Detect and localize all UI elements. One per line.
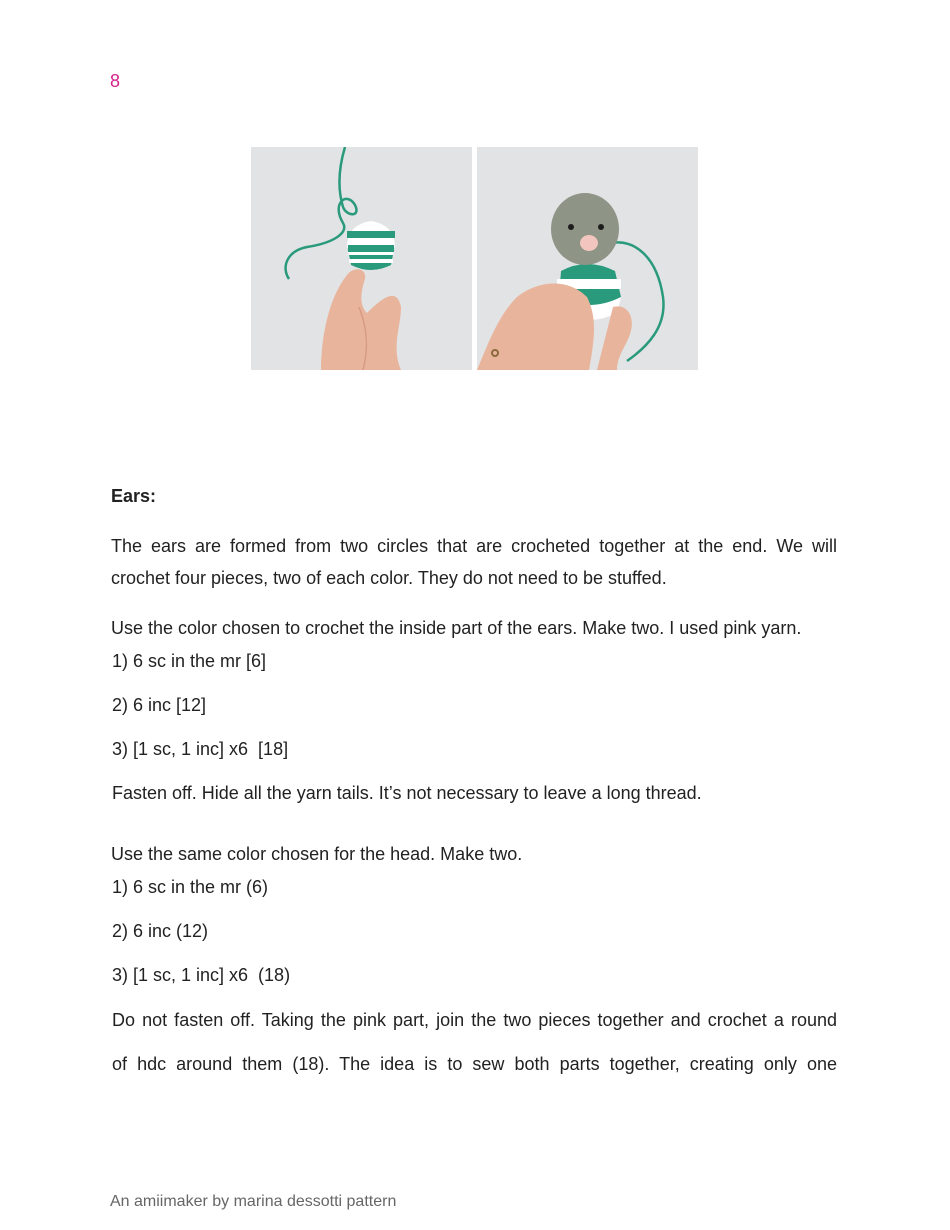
crochet-mole-image [477,147,698,370]
outer-round-1: 1) 6 sc in the mr (6) [112,877,269,897]
inner-round-2: 2) 6 inc [12] [112,695,207,715]
ears-intro-line-1: The ears are formed from two circles that are crocheted together at the end. We will [111,536,837,556]
inner-ear-instruction: Use the color chosen to crochet the inside part of the ears. Make two. I used pink yarn. [111,618,802,638]
outer-finish-line-1: Do not fasten off. Taking the pink part, join the two pieces together and crochet a round [112,1010,837,1030]
crochet-body-image [251,147,472,370]
section-heading-ears: Ears: [111,486,157,506]
outer-ear-instruction: Use the same color chosen for the head. Make two. [111,844,523,864]
outer-round-2: 2) 6 inc (12) [112,921,209,941]
page-number: 8 [110,71,121,91]
outer-round-3: 3) [1 sc, 1 inc] x6 (18) [112,965,291,985]
outer-finish-line-2: of hdc around them (18). The idea is to sew both parts together, creating only one [112,1054,837,1074]
inner-round-1: 1) 6 sc in the mr [6] [112,651,267,671]
page-footer: An amiimaker by marina dessotti pattern [110,1193,397,1210]
inner-finish: Fasten off. Hide all the yarn tails. It’s not necessary to leave a long thread. [112,783,702,803]
inner-round-3: 3) [1 sc, 1 inc] x6 [18] [112,739,289,759]
ears-intro-line-2: crochet four pieces, two of each color. They do not need to be stuffed. [111,568,667,588]
photo-crochet-body [251,147,472,370]
photo-crochet-mole [477,147,698,370]
